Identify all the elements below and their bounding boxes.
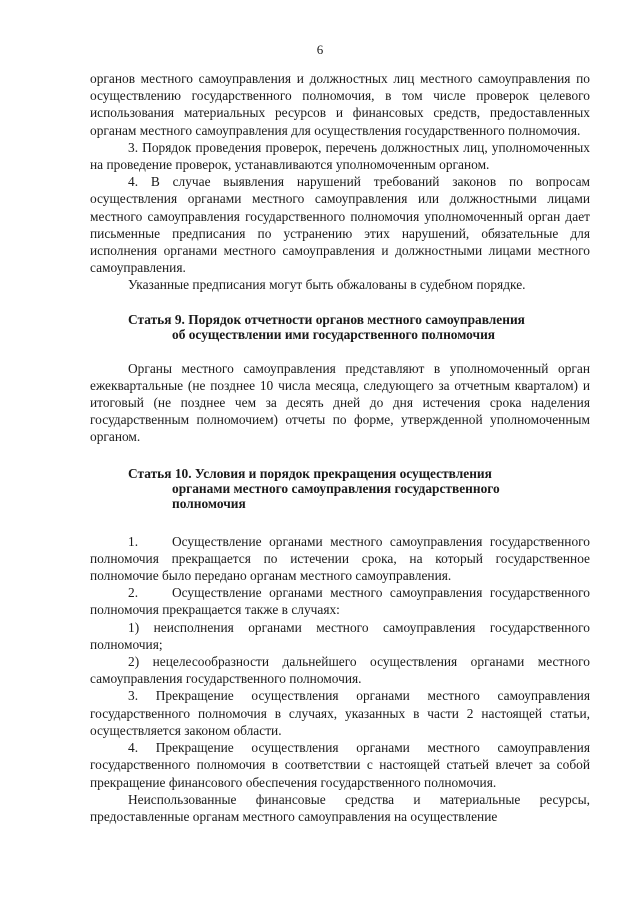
article-10-part-1 [90, 533, 590, 585]
part-2-text: Осуществление органами местного самоуправления государственного полномочия прекращается также в случаях: [90, 585, 590, 618]
page-number: 6 [316, 42, 324, 57]
paragraph-violations: 4. В случае выявления нарушений требований законов по вопросам осуществления органами местного самоуправления или должностными лицами местного самоуправления государственного полномочия уполномоченный орган дает письменные предписания по устранению этих нарушений, обязательные для исполнения органами местного самоуправления и должностными лицами местного самоуправления. [90, 174, 590, 276]
article-10-title-line2: органами местного самоуправления государственного [172, 480, 500, 496]
part-1-text: Осуществление органами местного самоуправления государственного полномочия прекращается по истечении срока, на который государственное полномочие было передано органам местного самоуправления. [90, 533, 590, 584]
article-10-unused-funds: Неиспользованные финансовые средства и материальные ресурсы, предоставленные органам местного самоуправления на осуществление [90, 791, 590, 824]
article-10-heading [90, 466, 590, 511]
article-10-title-line1: Статья 10. Условия и порядок прекращения осуществления [128, 465, 492, 481]
article-9-text: Органы местного самоуправления представляют в уполномоченный орган ежеквартальные (не позднее 10 числа месяца, следующего за отчетным кварталом) и итоговый (не позднее чем за десять дней до дня истечения срока наделения государственным полномочием) отчеты по форме, утвержденной уполномоченным органом. [90, 360, 590, 445]
article-10-part-3: 3. Прекращение осуществления органами местного самоуправления государственного полномочия в случаях, указанных в части 2 настоящей статьи, осуществляется законом области. [90, 688, 590, 738]
article-9-title-line2: об осуществлении ими государственного полномочия [172, 326, 496, 342]
paragraph-inspections-order: 3. Порядок проведения проверок, перечень должностных лиц, уполномоченных на проведение проверок, устанавливаются уполномоченным органом. [90, 139, 590, 173]
document-body [90, 70, 590, 825]
part-2-number: 2. [128, 585, 139, 601]
article-10-part-2-item-1: 1) неисполнения органами местного самоуправления государственного полномочия; [90, 619, 590, 652]
article-9-title-line1: Статья 9. Порядок отчетности органов местного самоуправления [128, 311, 525, 327]
article-10-title-line3: полномочия [172, 495, 246, 511]
article-9-heading [90, 312, 590, 342]
article-10-part-4: 4. Прекращение осуществления органами местного самоуправления государственного полномочия в соответствии с настоящей статьей влечет за собой прекращение финансового обеспечения государственного полномочия. [90, 740, 590, 790]
paragraph-appeal: Указанные предписания могут быть обжалованы в судебном порядке. [128, 277, 526, 293]
paragraph-continuation: органов местного самоуправления и должностных лиц местного самоуправления по осуществлению государственного полномочия, в том числе проверок целевого использования материальных ресурсов и финансовых средств, предоставленных органам местного самоуправления для осуществления государственного полномочия. [90, 71, 590, 138]
article-10-part-2 [90, 584, 590, 618]
part-1-number: 1. [128, 533, 139, 549]
article-10-part-2-item-2: 2) нецелесообразности дальнейшего осуществления органами местного самоуправления государственного полномочия. [90, 654, 590, 687]
